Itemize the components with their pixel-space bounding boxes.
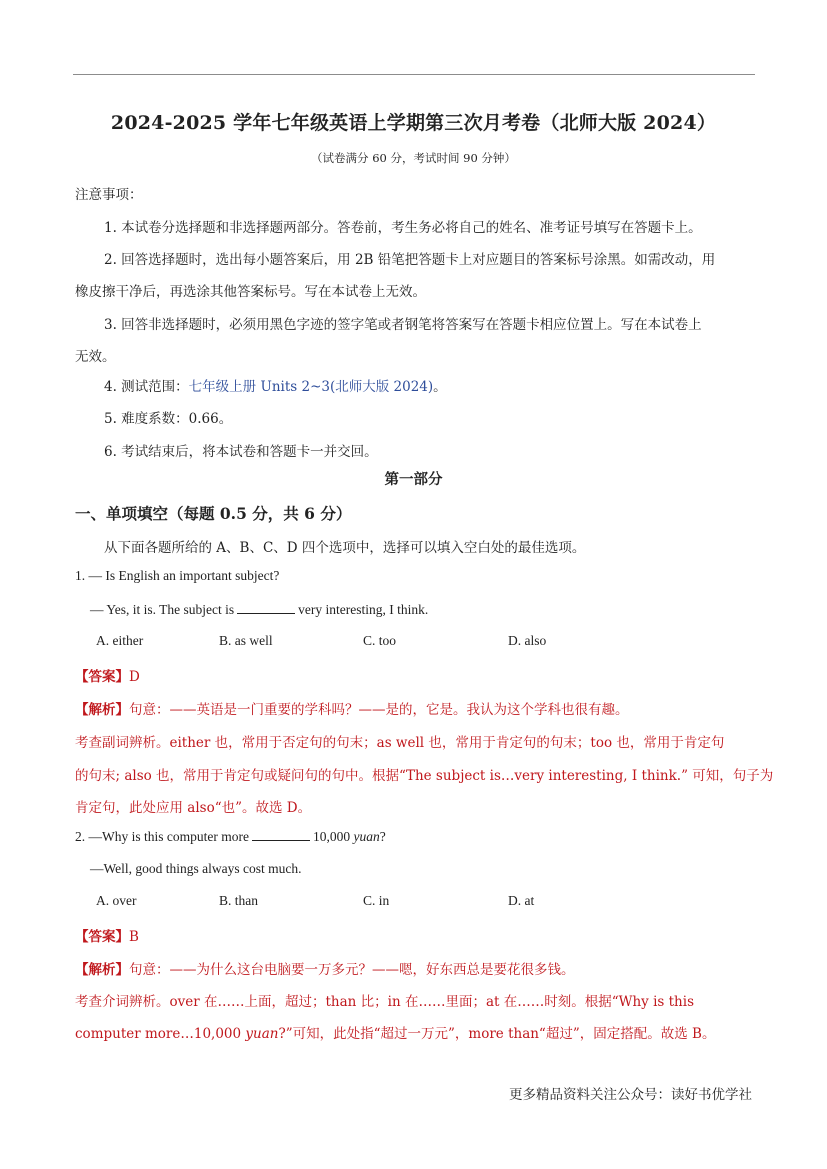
q1-line-1: 1. — Is English an important subject?	[75, 568, 280, 583]
q1-option-c: C. too	[363, 633, 397, 648]
footer-note: 更多精品资料关注公众号：读好书优学社	[509, 1087, 752, 1103]
q1-analysis-line-4: 肯定句，此处应用 also“也”。故选 D。	[75, 800, 312, 816]
q2-blank	[252, 828, 310, 841]
notes-item-2-line-1: 2. 回答选择题时，选出每小题答案后，用 2B 铅笔把答题卡上对应题目的答案标号涂黑。如需改动，用	[104, 252, 716, 268]
q2-yuan: yuan	[353, 829, 380, 844]
q2-analysis-line-2: 考查介词辨析。over 在……上面，超过；than 比；in 在……里面；at 在……时刻。根据“Why is this	[75, 994, 695, 1010]
notes-item-4	[104, 375, 447, 395]
notes-item-1: 1. 本试卷分选择题和非选择题两部分。答卷前，考生务必将自己的姓名、准考证号填写在答题卡上。	[104, 220, 702, 236]
q2-line-1-after: 10,000	[312, 829, 351, 844]
q2-answer-value: B	[129, 929, 139, 945]
q1-analysis-line-3: 的句末; also 也，常用于肯定句或疑问句的句中。根据“The subject is…very interesting, I think.” 可知，句子为	[75, 768, 774, 784]
q1-line-2-after: very interesting, I think.	[298, 602, 429, 617]
q2-analysis-label: 【解析】	[75, 962, 129, 978]
q2-option-a: A. over	[96, 893, 137, 908]
notes-item-2-line-2: 橡皮擦干净后，再选涂其他答案标号。写在本试卷上无效。	[75, 284, 426, 300]
notes-item-4-suffix: 。	[433, 379, 447, 395]
q1-line-2-before: — Yes, it is. The subject is	[90, 602, 235, 617]
q2-line-2: —Well, good things always cost much.	[90, 861, 302, 876]
section-1-heading: 一、单项填空（每题 0.5 分，共 6 分）	[75, 504, 352, 523]
q2-answer-label: 【答案】	[75, 929, 129, 945]
q2-analysis-yuan: yuan	[245, 1026, 279, 1042]
q1-analysis-text: 句意：——英语是一门重要的学科吗？——是的，它是。我认为这个学科也很有趣。	[129, 702, 629, 718]
notes-item-5: 5. 难度系数：0.66。	[104, 411, 233, 427]
test-scope-value: 七年级上册 Units 2~3(北师大版 2024)	[188, 379, 434, 395]
q1-answer	[75, 665, 140, 685]
q2-option-d: D. at	[508, 893, 535, 908]
notes-item-6: 6. 考试结束后，将本试卷和答题卡一并交回。	[104, 444, 378, 460]
q2-analysis-text: 句意：——为什么这台电脑要一万多元？——嗯，好东西总是要花很多钱。	[129, 962, 575, 978]
q2-answer	[75, 925, 139, 945]
page-title: 2024-2025 学年七年级英语上学期第三次月考卷（北师大版 2024）	[110, 112, 717, 134]
q1-answer-value: D	[129, 669, 140, 685]
page-subtitle: （试卷满分 60 分，考试时间 90 分钟）	[311, 151, 516, 165]
header-rule	[73, 74, 755, 75]
q2-analysis-line-1	[75, 958, 575, 978]
part-label: 第一部分	[384, 471, 443, 488]
q2-option-c: C. in	[363, 893, 390, 908]
q2-line-1-end: ?	[379, 829, 386, 844]
notes-item-3-line-2: 无效。	[75, 349, 116, 365]
notes-heading: 注意事项：	[75, 187, 143, 203]
q1-blank	[237, 601, 295, 614]
q1-option-d: D. also	[508, 633, 547, 648]
q1-analysis-line-1	[75, 698, 629, 718]
q1-option-a: A. either	[96, 633, 144, 648]
q2-analysis-line-3	[75, 1022, 715, 1042]
notes-item-4-prefix: 4. 测试范围：	[104, 379, 189, 395]
q1-option-b: B. as well	[219, 633, 273, 648]
q1-answer-label: 【答案】	[75, 669, 129, 685]
q1-analysis-line-2: 考查副词辨析。either 也，常用于否定句的句末；as well 也，常用于肯定句的句末；too 也，常用于肯定句	[75, 735, 725, 751]
q1-line-2	[90, 601, 428, 618]
q2-line-1	[75, 828, 386, 845]
section-1-instruction: 从下面各题所给的 A、B、C、D 四个选项中，选择可以填入空白处的最佳选项。	[104, 540, 586, 556]
q2-analysis-line-3-before: computer more…10,000	[75, 1026, 242, 1042]
q2-line-1-before: 2. —Why is this computer more	[75, 829, 249, 844]
notes-item-3-line-1: 3. 回答非选择题时，必须用黑色字迹的签字笔或者钢笔将答案写在答题卡相应位置上。写在本试卷上	[104, 317, 702, 333]
q2-option-b: B. than	[219, 893, 258, 908]
q1-analysis-label: 【解析】	[75, 702, 129, 718]
q2-analysis-line-3-after: ?”可知，此处指“超过一万元”，more than“超过”，固定搭配。故选 B。	[278, 1026, 716, 1042]
